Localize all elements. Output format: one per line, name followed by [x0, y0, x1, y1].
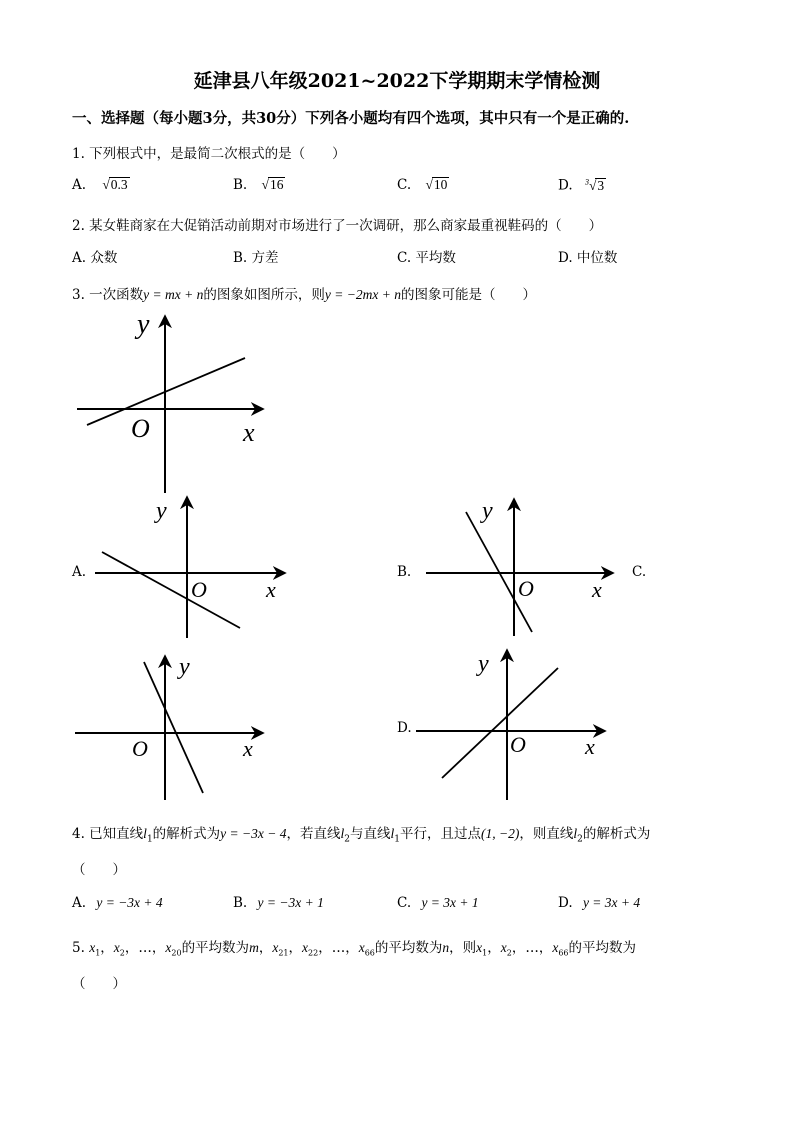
optC-y-label: y [179, 654, 190, 680]
q1-d-label: D. [558, 177, 573, 194]
q1-b-label: B. [233, 177, 248, 193]
q3-eq1: y = mx + n [143, 287, 204, 302]
question-5-stem: 5. $x_1$，$x_2$，…，$x_{20}$的平均数为m，$x_{21}$，$x_{22}$，…，$x_{66}$的平均数为n，则$x_1$，$x_2$，…，$x_{66}$的平均数为 [72, 940, 636, 958]
optD-line [442, 668, 558, 778]
q1-b-radicand: 16 [269, 177, 284, 192]
q4-given-eq: y = −3x − 4 [220, 826, 287, 841]
q4-option-c: C. y = 3x + 1 [397, 895, 479, 911]
optD-origin: O [510, 732, 526, 757]
q1-option-b: B. √16 [233, 177, 284, 193]
optA-y-label: y [156, 498, 167, 524]
q2-option-d: D. 中位数 [558, 250, 618, 266]
x-axis-label: x [243, 418, 255, 447]
optC-x-label: x [243, 736, 253, 761]
optA-x-label: x [266, 577, 276, 602]
q5-paren: （ ） [72, 976, 126, 992]
q4-option-d: D. y = 3x + 4 [558, 895, 641, 911]
optB-y-label: y [482, 498, 493, 524]
origin-label: O [131, 414, 150, 443]
optB-x-label: x [592, 577, 602, 602]
q4-option-b: B. y = −3x + 1 [233, 895, 324, 911]
q2-option-b: B. 方差 [233, 250, 279, 266]
q2-option-a: A. 众数 [72, 250, 118, 266]
optA-origin: O [191, 577, 207, 602]
optD-y-label: y [478, 651, 489, 677]
q1-d-radicand: 3 [597, 177, 605, 193]
q4-option-a: A. y = −3x + 4 [72, 895, 163, 911]
q1-a-label: A. [72, 177, 87, 193]
q1-option-d: D. $^3$√3 [558, 177, 605, 194]
optC-origin: O [132, 736, 148, 761]
question-4-stem: 4. 已知直线$l_1$的解析式为y = −3x − 4，若直线$l_2$与直线$l_1$平行，且过点(1, −2)，则直线$l_2$的解析式为 [72, 826, 651, 845]
q1-option-c: C. √10 [397, 177, 448, 193]
q3-eq2: y = −2mx + n [324, 287, 401, 302]
q1-d-index: 3 [584, 177, 589, 186]
q1-option-a: A. √0.3 [72, 177, 128, 193]
q2-option-c: C. 平均数 [397, 250, 456, 266]
q4-paren: （ ） [72, 862, 126, 878]
optC-line [144, 662, 203, 793]
q3-option-c-label: C. [632, 564, 647, 580]
optA-line [102, 552, 240, 628]
q1-c-radicand: 10 [433, 177, 448, 192]
q3-option-d-label: D. [397, 720, 412, 736]
q3-option-b-label: B. [397, 564, 412, 580]
optB-origin: O [518, 576, 534, 601]
optD-x-label: x [585, 734, 595, 759]
q4-point: (1, −2) [481, 826, 520, 841]
y-axis-label: y [137, 309, 150, 340]
q1-a-radicand: 0.3 [110, 177, 128, 192]
question-1-stem: 1. 下列根式中，是最简二次根式的是（ ） [72, 146, 346, 162]
section-heading: 一、选择题（每小题3分，共30分）下列各小题均有四个选项，其中只有一个是正确的. [72, 110, 630, 127]
question-3-stem: 3. 一次函数y = mx + n的图象如图所示，则y = −2mx + n的图象可能是（ ） [72, 287, 536, 303]
q1-c-label: C. [397, 177, 412, 193]
page-title: 延津县八年级2021~2022下学期期末学情检测 [193, 70, 601, 92]
question-2-stem: 2. 某女鞋商家在大促销活动前期对市场进行了一次调研，那么商家最重视鞋码的（ ） [72, 218, 603, 234]
q3-option-a-label: A. [72, 564, 87, 580]
